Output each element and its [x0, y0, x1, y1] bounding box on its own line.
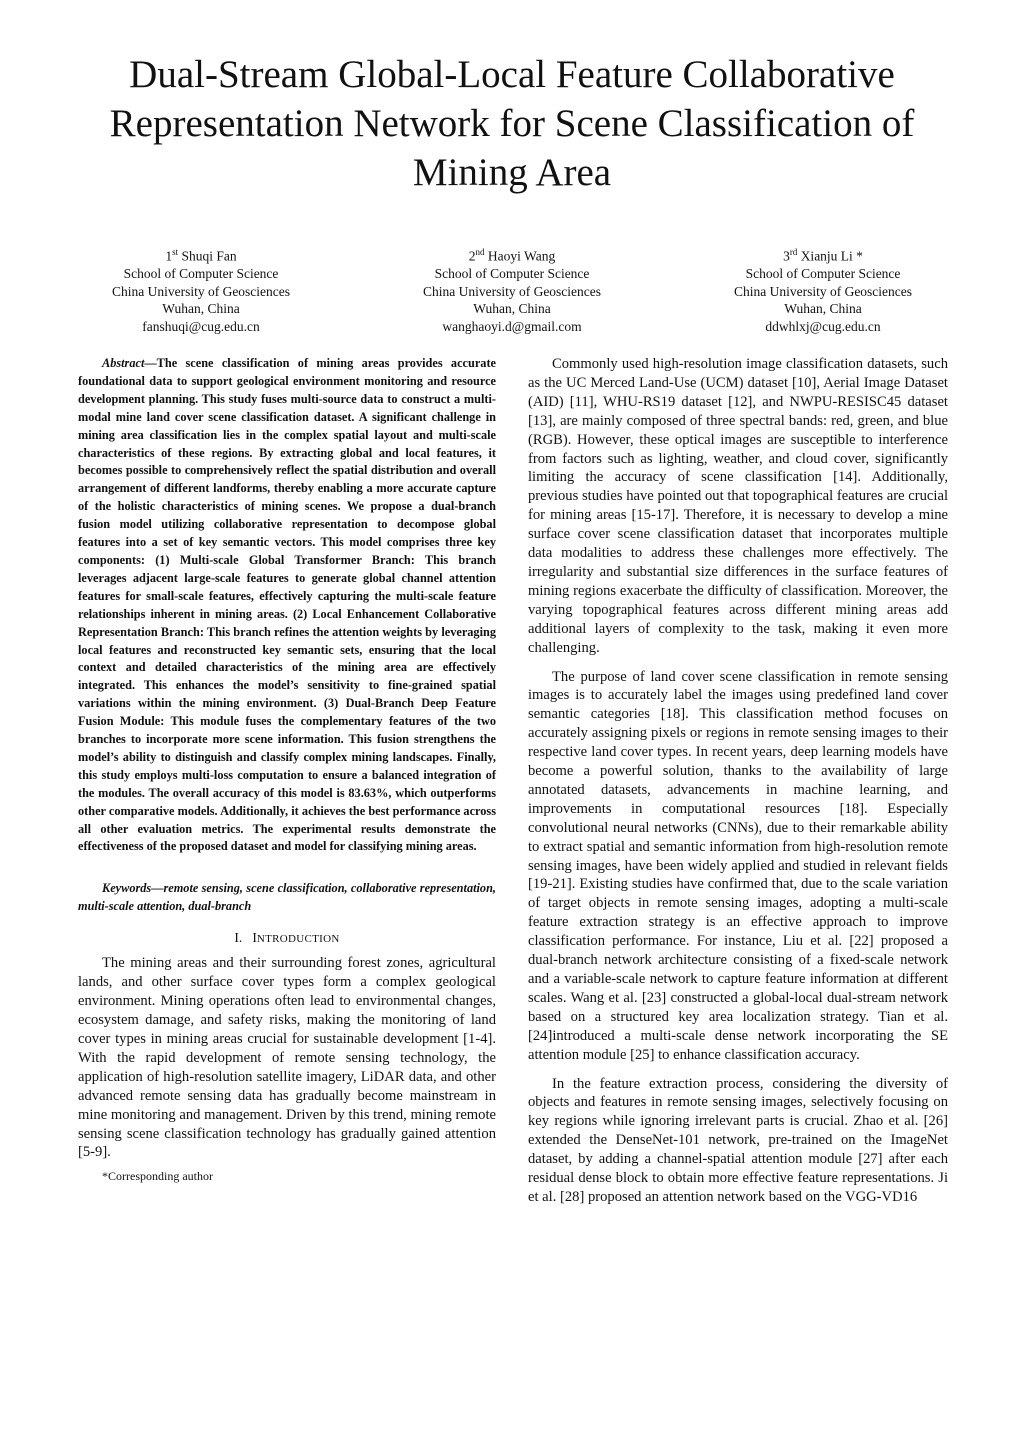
author-name: 3rd Xianju Li * [783, 247, 863, 264]
author-location: Wuhan, China [473, 301, 551, 317]
author-school: School of Computer Science [745, 266, 901, 282]
left-column [78, 355, 496, 1184]
author-school: School of Computer Science [434, 266, 590, 282]
author-name: 2nd Haoyi Wang [468, 247, 556, 264]
author-email: ddwhlxj@cug.edu.cn [765, 318, 881, 334]
author-name: 1st Shuqi Fan [165, 247, 237, 264]
author-email: wanghaoyi.d@gmail.com [442, 318, 582, 334]
keywords [78, 880, 496, 915]
author-block-3 [683, 244, 963, 335]
author-location: Wuhan, China [784, 301, 862, 317]
abstract-label: Abstract [102, 356, 145, 370]
author-location: Wuhan, China [162, 301, 240, 317]
author-school: School of Computer Science [123, 266, 279, 282]
author-email: fanshuqi@cug.edu.cn [142, 318, 260, 334]
author-university: China University of Geosciences [111, 283, 291, 299]
author-university: China University of Geosciences [733, 283, 913, 299]
body-paragraph: In the feature extraction process, considering the diversity of objects and features in remote sensing images, selectively focusing on key regions while ignoring irrelevant parts is crucial. Zhao et al. [26] extended the DenseNet-101 network, pre-trained on the ImageNet dataset, by adding a channel-spatial attention module [27] after each residual dense block to obtain more effective feature representations. Ji et al. [28] proposed an attention network based on the VGG-VD16 [528, 1075, 948, 1205]
body-paragraph: Commonly used high-resolution image classification datasets, such as the UC Merced Land-Use (UCM) dataset [10], Aerial Image Dataset (AID) [11], WHU-RS19 dataset [12], and NWPU-RESISC45 dataset [13], are mainly composed of three spectral bands: red, green, and blue (RGB). However, these optical images are susceptible to interference from factors such as lighting, weather, and cloud cover, significantly limiting the accuracy of scene classification [14]. Additionally, previous studies have pointed out that topographical features are crucial for mining areas [15-17]. Therefore, it is necessary to develop a mine surface cover scene classification dataset that incorporates multiple data modalities to address these challenges more effectively. The irregularity and substantial size differences in the surface features of mining regions exacerbate the difficulty of classification. Moreover, the varying topographical features across different mining areas add additional layers of complexity to the task, making it even more challenging. [528, 356, 948, 656]
keywords-text: —remote sensing, scene classification, collaborative representation, multi-scale attention, dual-branch [78, 881, 496, 913]
abstract [78, 355, 496, 856]
section-heading-introduction: I. INTRODUCTION [234, 930, 340, 946]
body-paragraph: The purpose of land cover scene classification in remote sensing images is to accurately label the images using predefined land cover semantic categories [18]. This classification method focuses on accurately assigning pixels or regions in remote sensing images to their respective land cover types. In recent years, deep learning models have become a powerful solution, thanks to the availability of large annotated datasets, advancements in machine learning, and improvements in computational resources [18]. Especially convolutional neural networks (CNNs), due to their remarkable ability to extract spatial and semantic information from high-resolution remote sensing images, have been widely applied and studied in relevant fields [19-21]. Existing studies have confirmed that, due to the scale variation of target objects in remote sensing images, adopting a multi-scale feature extraction strategy is an effective approach to improve classification performance. For instance, Liu et al. [22] proposed a dual-branch network architecture consisting of a fixed-scale network and a variable-scale network to capture feature information at different scales. Wang et al. [23] constructed a global-local dual-stream network based on a structured key area localization strategy. Tian et al. [24]introduced a multi-scale dense network incorporating the SE attention module [25] to enhance classification accuracy. [528, 668, 948, 1063]
footnote-corresponding-author: *Corresponding author [102, 1169, 213, 1184]
right-column [528, 355, 948, 1207]
keywords-label: Keywords [102, 881, 152, 896]
author-block-2 [372, 244, 652, 335]
paper-title: Dual-Stream Global-Local Feature Collaborative Representation Network for Scene Classification of Mining Area [109, 53, 915, 194]
abstract-text: —The scene classification of mining areas provides accurate foundational data to support geological environment monitoring and resource development planning. This study fuses multi-source data to construct a multi-modal mine land cover scene classification dataset. A significant challenge in mining area classification lies in the complex spatial layout and multi-scale characteristics of these regions. By extracting global and local features, it becomes possible to comprehensively reflect the spatial distribution and overall arrangement of different landforms, thereby enabling a more accurate capture of the holistic characteristics of mining scenes. We propose a dual-branch fusion model utilizing collaborative representation to decompose global features into a set of key semantic vectors. This model comprises three key components: (1) Multi-scale Global Transformer Branch: This branch leverages adjacent large-scale features to generate global channel attention features for small-scale features, effectively capturing the multi-scale feature relationships inherent in mining areas. (2) Local Enhancement Collaborative Representation Branch: This branch refines the attention weights by leveraging local features and reconstructed key semantic sets, ensuring that the local context and detailed characteristics of the mining area are effectively integrated. This enhances the model’s sensitivity to fine-grained spatial variations within the mining environment. (3) Dual-Branch Deep Feature Fusion Module: This module fuses the complementary features of the two branches to incorporate more scene information. This fusion strengthens the model’s ability to distinguish and classify complex mining landscapes. Finally, this study employs multi-loss computation to ensure a balanced integration of the modules. The overall accuracy of this model is 83.63%, which outperforms other comparative models. Additionally, it achieves the best performance across all other evaluation metrics. The experimental results demonstrate the effectiveness of the proposed dataset and model for classifying mining areas. [78, 356, 496, 854]
author-block-1 [61, 244, 341, 335]
intro-paragraph: The mining areas and their surrounding forest zones, agricultural lands, and other surface cover types form a complex geological environment. Mining operations often lead to environmental changes, ecosystem damage, and safety risks, making the monitoring of land cover types in mining areas crucial for sustainable development [1-4]. With the rapid development of remote sensing technology, the application of high-resolution satellite imagery, LiDAR data, and other advanced remote sensing data has gradually become mainstream in mine monitoring and management. Driven by this trend, mining remote sensing scene classification technology has gradually gained attention [5-9]. [78, 955, 496, 1161]
author-university: China University of Geosciences [422, 283, 602, 299]
